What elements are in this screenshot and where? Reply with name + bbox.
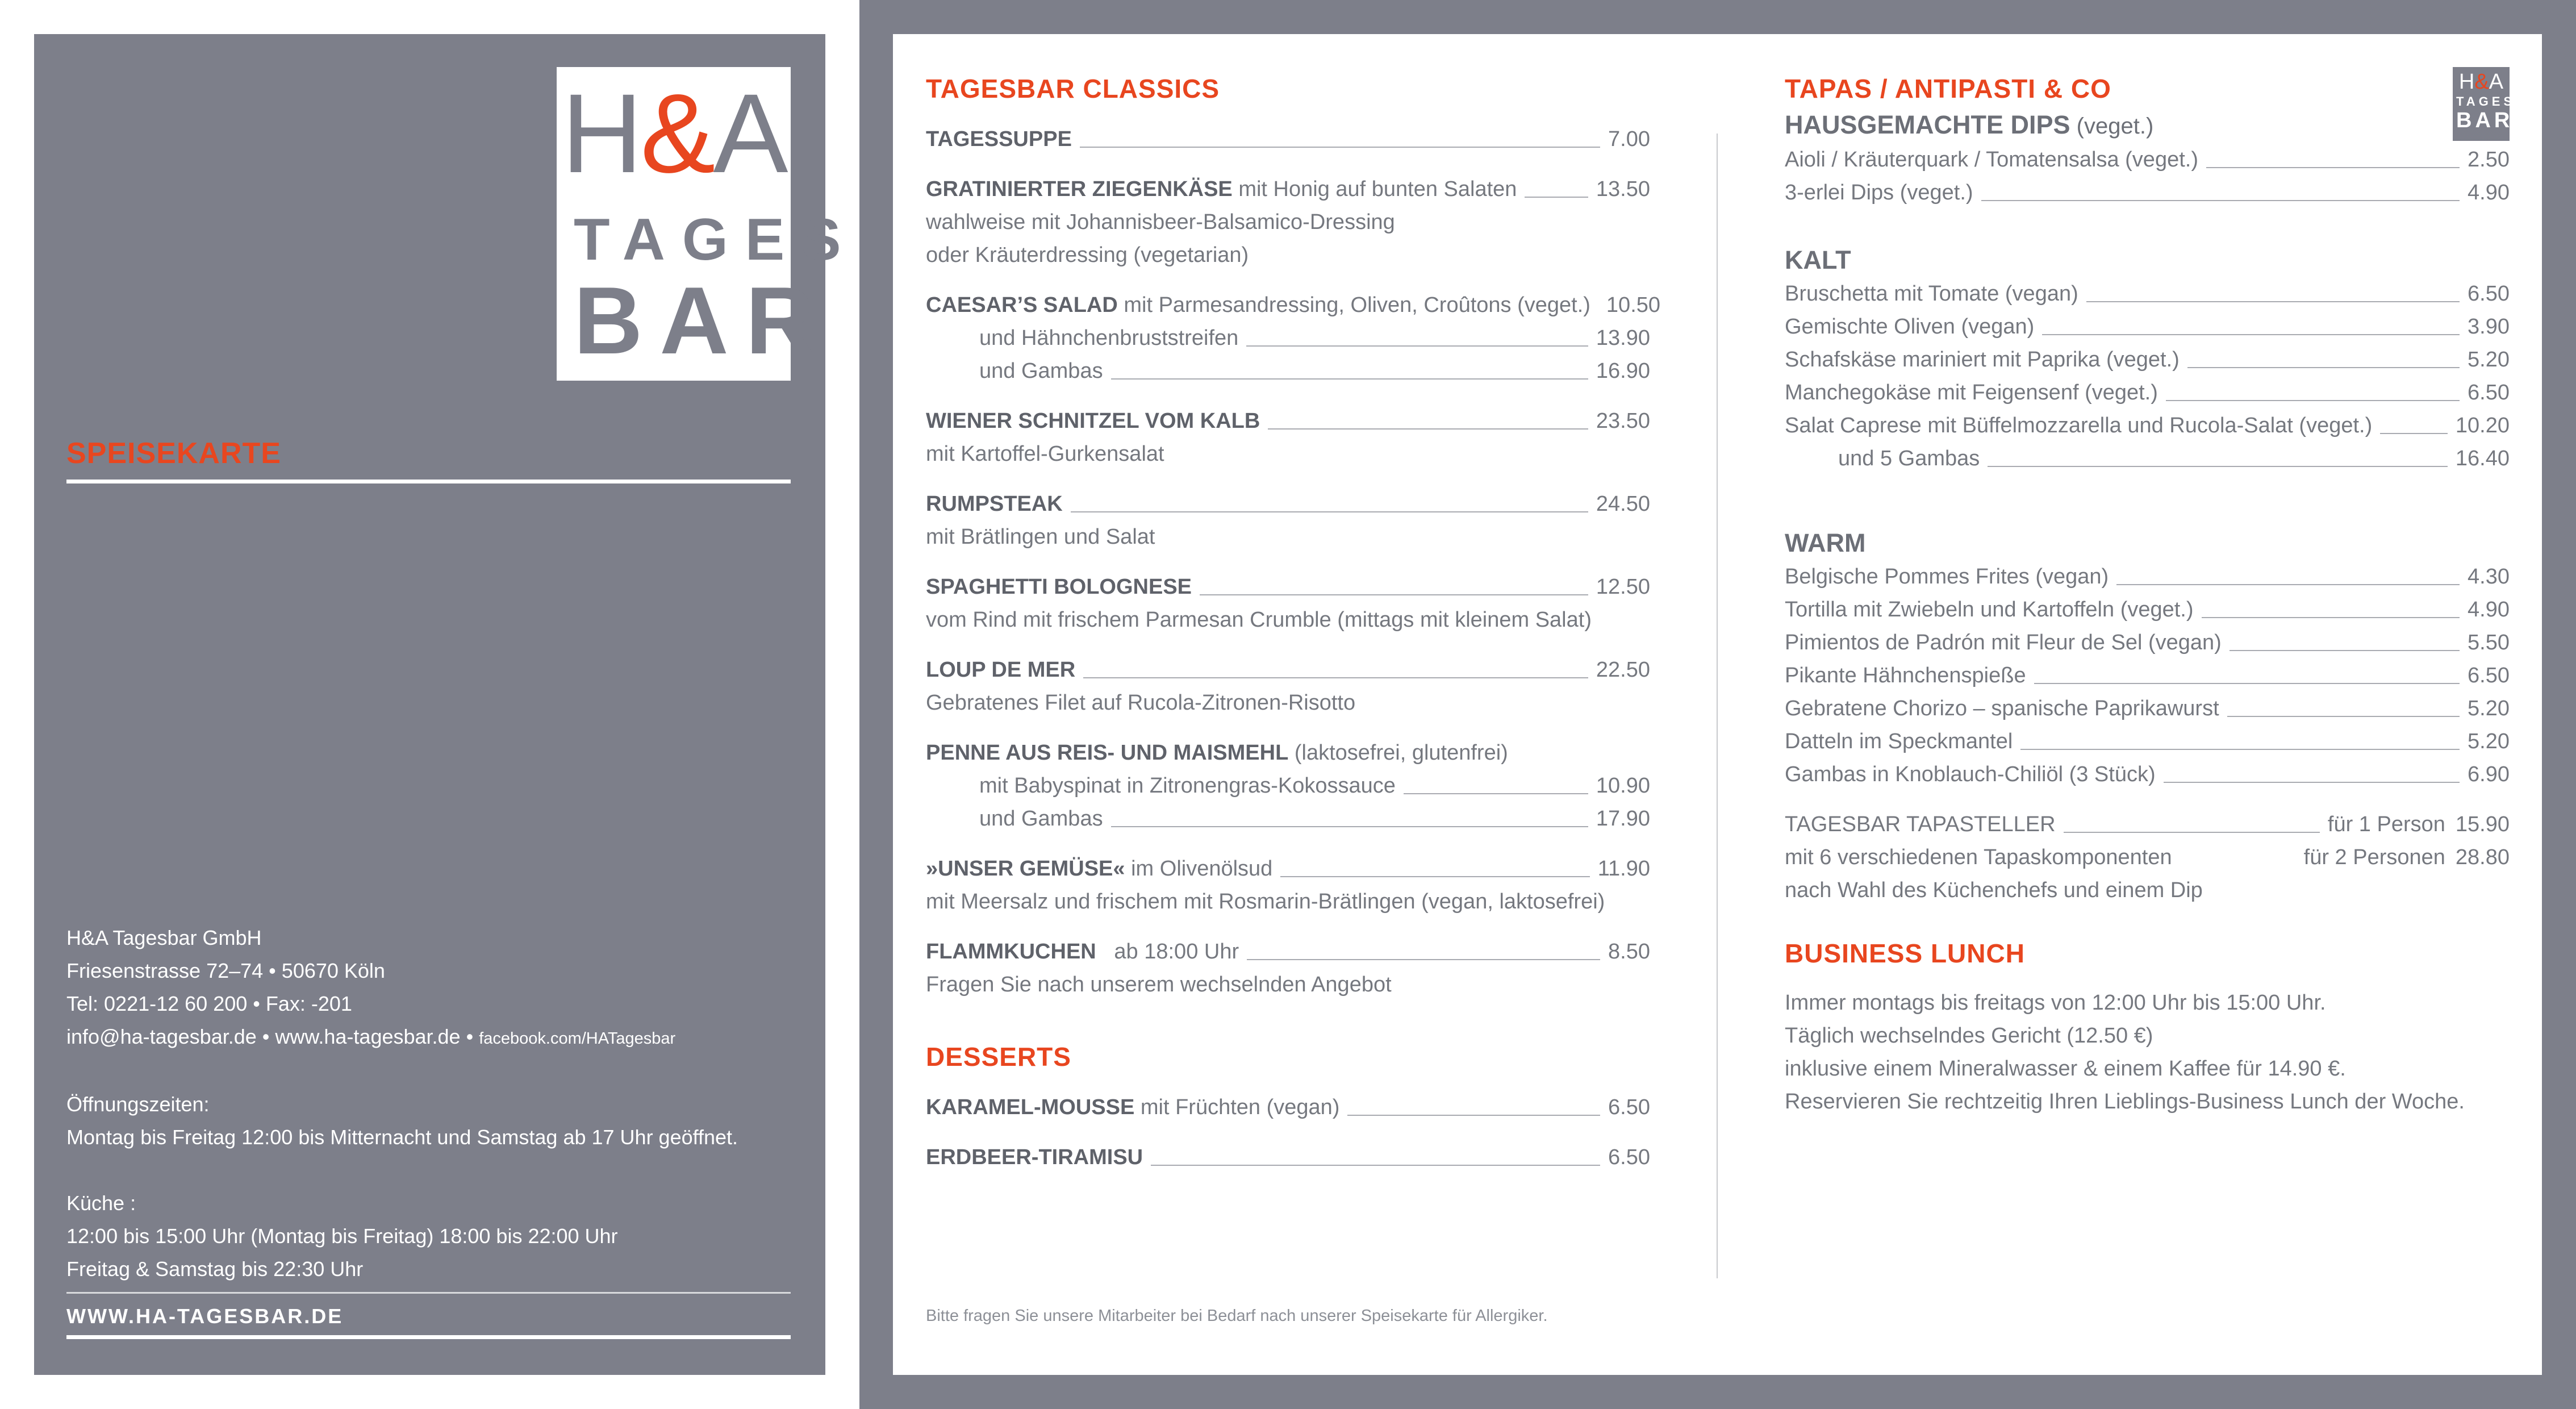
ha-tagesbar-logo <box>557 67 858 381</box>
logo-ha: H&A <box>561 70 786 196</box>
opening-hours: Montag bis Freitag 12:00 bis Mitternacht und Samstag ab 17 Uhr geöffnet. <box>66 1125 738 1149</box>
kalt-item: Schafskäse mariniert mit Paprika (veget.) 5.20 <box>1785 348 2510 372</box>
kalt-item: Salat Caprese mit Büffelmozzarella und Rucola-Salat (veget.) 10.20 <box>1785 414 2510 437</box>
kitchen-label: Küche : <box>66 1191 136 1215</box>
menu-item: FLAMMKUCHEN ab 18:00 Uhr 8.50 <box>926 940 1650 964</box>
website-rule-bottom <box>66 1335 791 1339</box>
tapas-column <box>1785 72 2510 1118</box>
tapas-heading: TAPAS / ANTIPASTI & CO <box>1785 74 2111 103</box>
column-divider <box>1717 134 1718 1278</box>
item-desc: oder Kräuterdressing (vegetarian) <box>926 243 1249 267</box>
classics-heading: TAGESBAR CLASSICS <box>926 74 1220 103</box>
contact-info <box>66 922 782 1286</box>
business-lunch-line: Täglich wechselndes Gericht (12.50 €) <box>1785 1024 2153 1048</box>
menu-item: PENNE AUS REIS- UND MAISMEHL (laktosefrei, glutenfrei) <box>926 741 1508 765</box>
menu-subitem: mit Babyspinat in Zitronengras-Kokossauce 10.90 <box>979 774 1650 798</box>
allergy-note: Bitte fragen Sie unsere Mitarbeiter bei Bedarf nach unserer Speisekarte für Allergiker. <box>926 1307 1548 1325</box>
item-desc: mit Kartoffel-Gurkensalat <box>926 442 1164 466</box>
phone: Tel: 0221-12 60 200 • Fax: -201 <box>66 992 352 1015</box>
menu-subitem: und Hähnchenbruststreifen 13.90 <box>979 326 1650 350</box>
desserts-heading: DESSERTS <box>926 1042 1071 1072</box>
warm-item: Pimientos de Padrón mit Fleur de Sel (vegan) 5.50 <box>1785 631 2510 655</box>
facebook-link[interactable]: facebook.com/HATagesbar <box>479 1029 676 1048</box>
warm-item: Belgische Pommes Frites (vegan) 4.30 <box>1785 565 2510 589</box>
dessert-item: KARAMEL-MOUSSE mit Früchten (vegan) 6.50 <box>926 1095 1650 1119</box>
opening-hours-label: Öffnungszeiten: <box>66 1093 210 1116</box>
contact-line <box>66 1020 782 1055</box>
kalt-item: Gemischte Oliven (vegan) 3.90 <box>1785 315 2510 339</box>
dips-heading: HAUSGEMACHTE DIPS (veget.) <box>1785 110 2154 139</box>
kalt-item: Manchegokäse mit Feigensenf (veget.) 6.50 <box>1785 381 2510 405</box>
item-desc: vom Rind mit frischem Parmesan Crumble (mittags mit kleinem Salat) <box>926 608 1592 632</box>
website-link[interactable]: WWW.HA-TAGESBAR.DE <box>66 1304 344 1328</box>
logo-bar: BAR <box>574 267 832 374</box>
tapasteller-row: TAGESBAR TAPASTELLER für 1 Person 15.90 <box>1785 812 2510 836</box>
company-name: H&A Tagesbar GmbH <box>66 926 262 949</box>
menu-subitem: und Gambas 17.90 <box>979 807 1650 831</box>
menu-item: RUMPSTEAK 24.50 <box>926 492 1650 516</box>
warm-item: Gebratene Chorizo – spanische Paprikawurst 5.20 <box>1785 697 2510 720</box>
logo-tages: TAGES <box>574 207 858 273</box>
website-rule-top <box>66 1292 791 1294</box>
menu-item: WIENER SCHNITZEL VOM KALB 23.50 <box>926 409 1650 433</box>
tapasteller-note: nach Wahl des Küchenchefs und einem Dip <box>1785 878 2203 902</box>
warm-item: Datteln im Speckmantel 5.20 <box>1785 729 2510 753</box>
kalt-item: und 5 Gambas 16.40 <box>1838 447 2510 470</box>
business-lunch-line: Immer montags bis freitags von 12:00 Uhr bis 15:00 Uhr. <box>1785 991 2326 1015</box>
item-desc: Gebratenes Filet auf Rucola-Zitronen-Risotto <box>926 691 1356 715</box>
item-desc: mit Meersalz und frischem mit Rosmarin-Brätlingen (vegan, laktosefrei) <box>926 890 1605 914</box>
tapasteller-row-2: mit 6 verschiedenen Tapaskomponenten für 2 Personen 28.80 <box>1785 845 2510 869</box>
item-desc: Fragen Sie nach unserem wechselnden Angebot <box>926 973 1392 997</box>
menu-item: TAGESSUPPE 7.00 <box>926 127 1650 151</box>
menu-subitem: und Gambas 16.90 <box>979 359 1650 383</box>
dip-item: Aioli / Kräuterquark / Tomatensalsa (veget.) 2.50 <box>1785 148 2510 172</box>
warm-item: Tortilla mit Zwiebeln und Kartoffeln (veget.) 4.90 <box>1785 598 2510 622</box>
kalt-item: Bruschetta mit Tomate (vegan) 6.50 <box>1785 282 2510 306</box>
menu-item: SPAGHETTI BOLOGNESE 12.50 <box>926 575 1650 599</box>
title-divider <box>66 480 791 483</box>
kitchen-hours-1: 12:00 bis 15:00 Uhr (Montag bis Freitag) 18:00 bis 22:00 Uhr <box>66 1224 618 1248</box>
warm-item: Pikante Hähnchenspieße 6.50 <box>1785 664 2510 687</box>
dip-item: 3-erlei Dips (veget.) 4.90 <box>1785 181 2510 205</box>
kalt-heading: KALT <box>1785 245 1851 274</box>
classics-column <box>926 72 1661 1174</box>
business-lunch-line: Reservieren Sie rechtzeitig Ihren Lieblings-Business Lunch der Woche. <box>1785 1090 2465 1114</box>
menu-title: SPEISEKARTE <box>66 437 281 470</box>
email-web[interactable]: info@ha-tagesbar.de • www.ha-tagesbar.de • <box>66 1025 479 1048</box>
warm-heading: WARM <box>1785 528 1866 557</box>
menu-item: GRATINIERTER ZIEGENKÄSE mit Honig auf bunten Salaten 13.50 <box>926 177 1650 201</box>
warm-item: Gambas in Knoblauch-Chiliöl (3 Stück) 6.90 <box>1785 762 2510 786</box>
menu-item: CAESAR’S SALAD mit Parmesandressing, Oliven, Croûtons (veget.) 10.50 <box>926 293 1661 317</box>
item-desc: mit Brätlingen und Salat <box>926 525 1155 549</box>
menu-item: »UNSER GEMÜSE« im Olivenölsud 11.90 <box>926 857 1650 881</box>
address: Friesenstrasse 72–74 • 50670 Köln <box>66 959 385 982</box>
mini-logo: H&A TAGES BAR <box>2453 67 2510 141</box>
menu-item: LOUP DE MER 22.50 <box>926 658 1650 682</box>
kitchen-hours-2: Freitag & Samstag bis 22:30 Uhr <box>66 1257 364 1281</box>
item-desc: wahlweise mit Johannisbeer-Balsamico-Dressing <box>926 210 1395 234</box>
dessert-item: ERDBEER-TIRAMISU 6.50 <box>926 1145 1650 1169</box>
business-lunch-heading: BUSINESS LUNCH <box>1785 939 2025 968</box>
business-lunch-line: inklusive einem Mineralwasser & einem Kaffee für 14.90 €. <box>1785 1057 2346 1081</box>
